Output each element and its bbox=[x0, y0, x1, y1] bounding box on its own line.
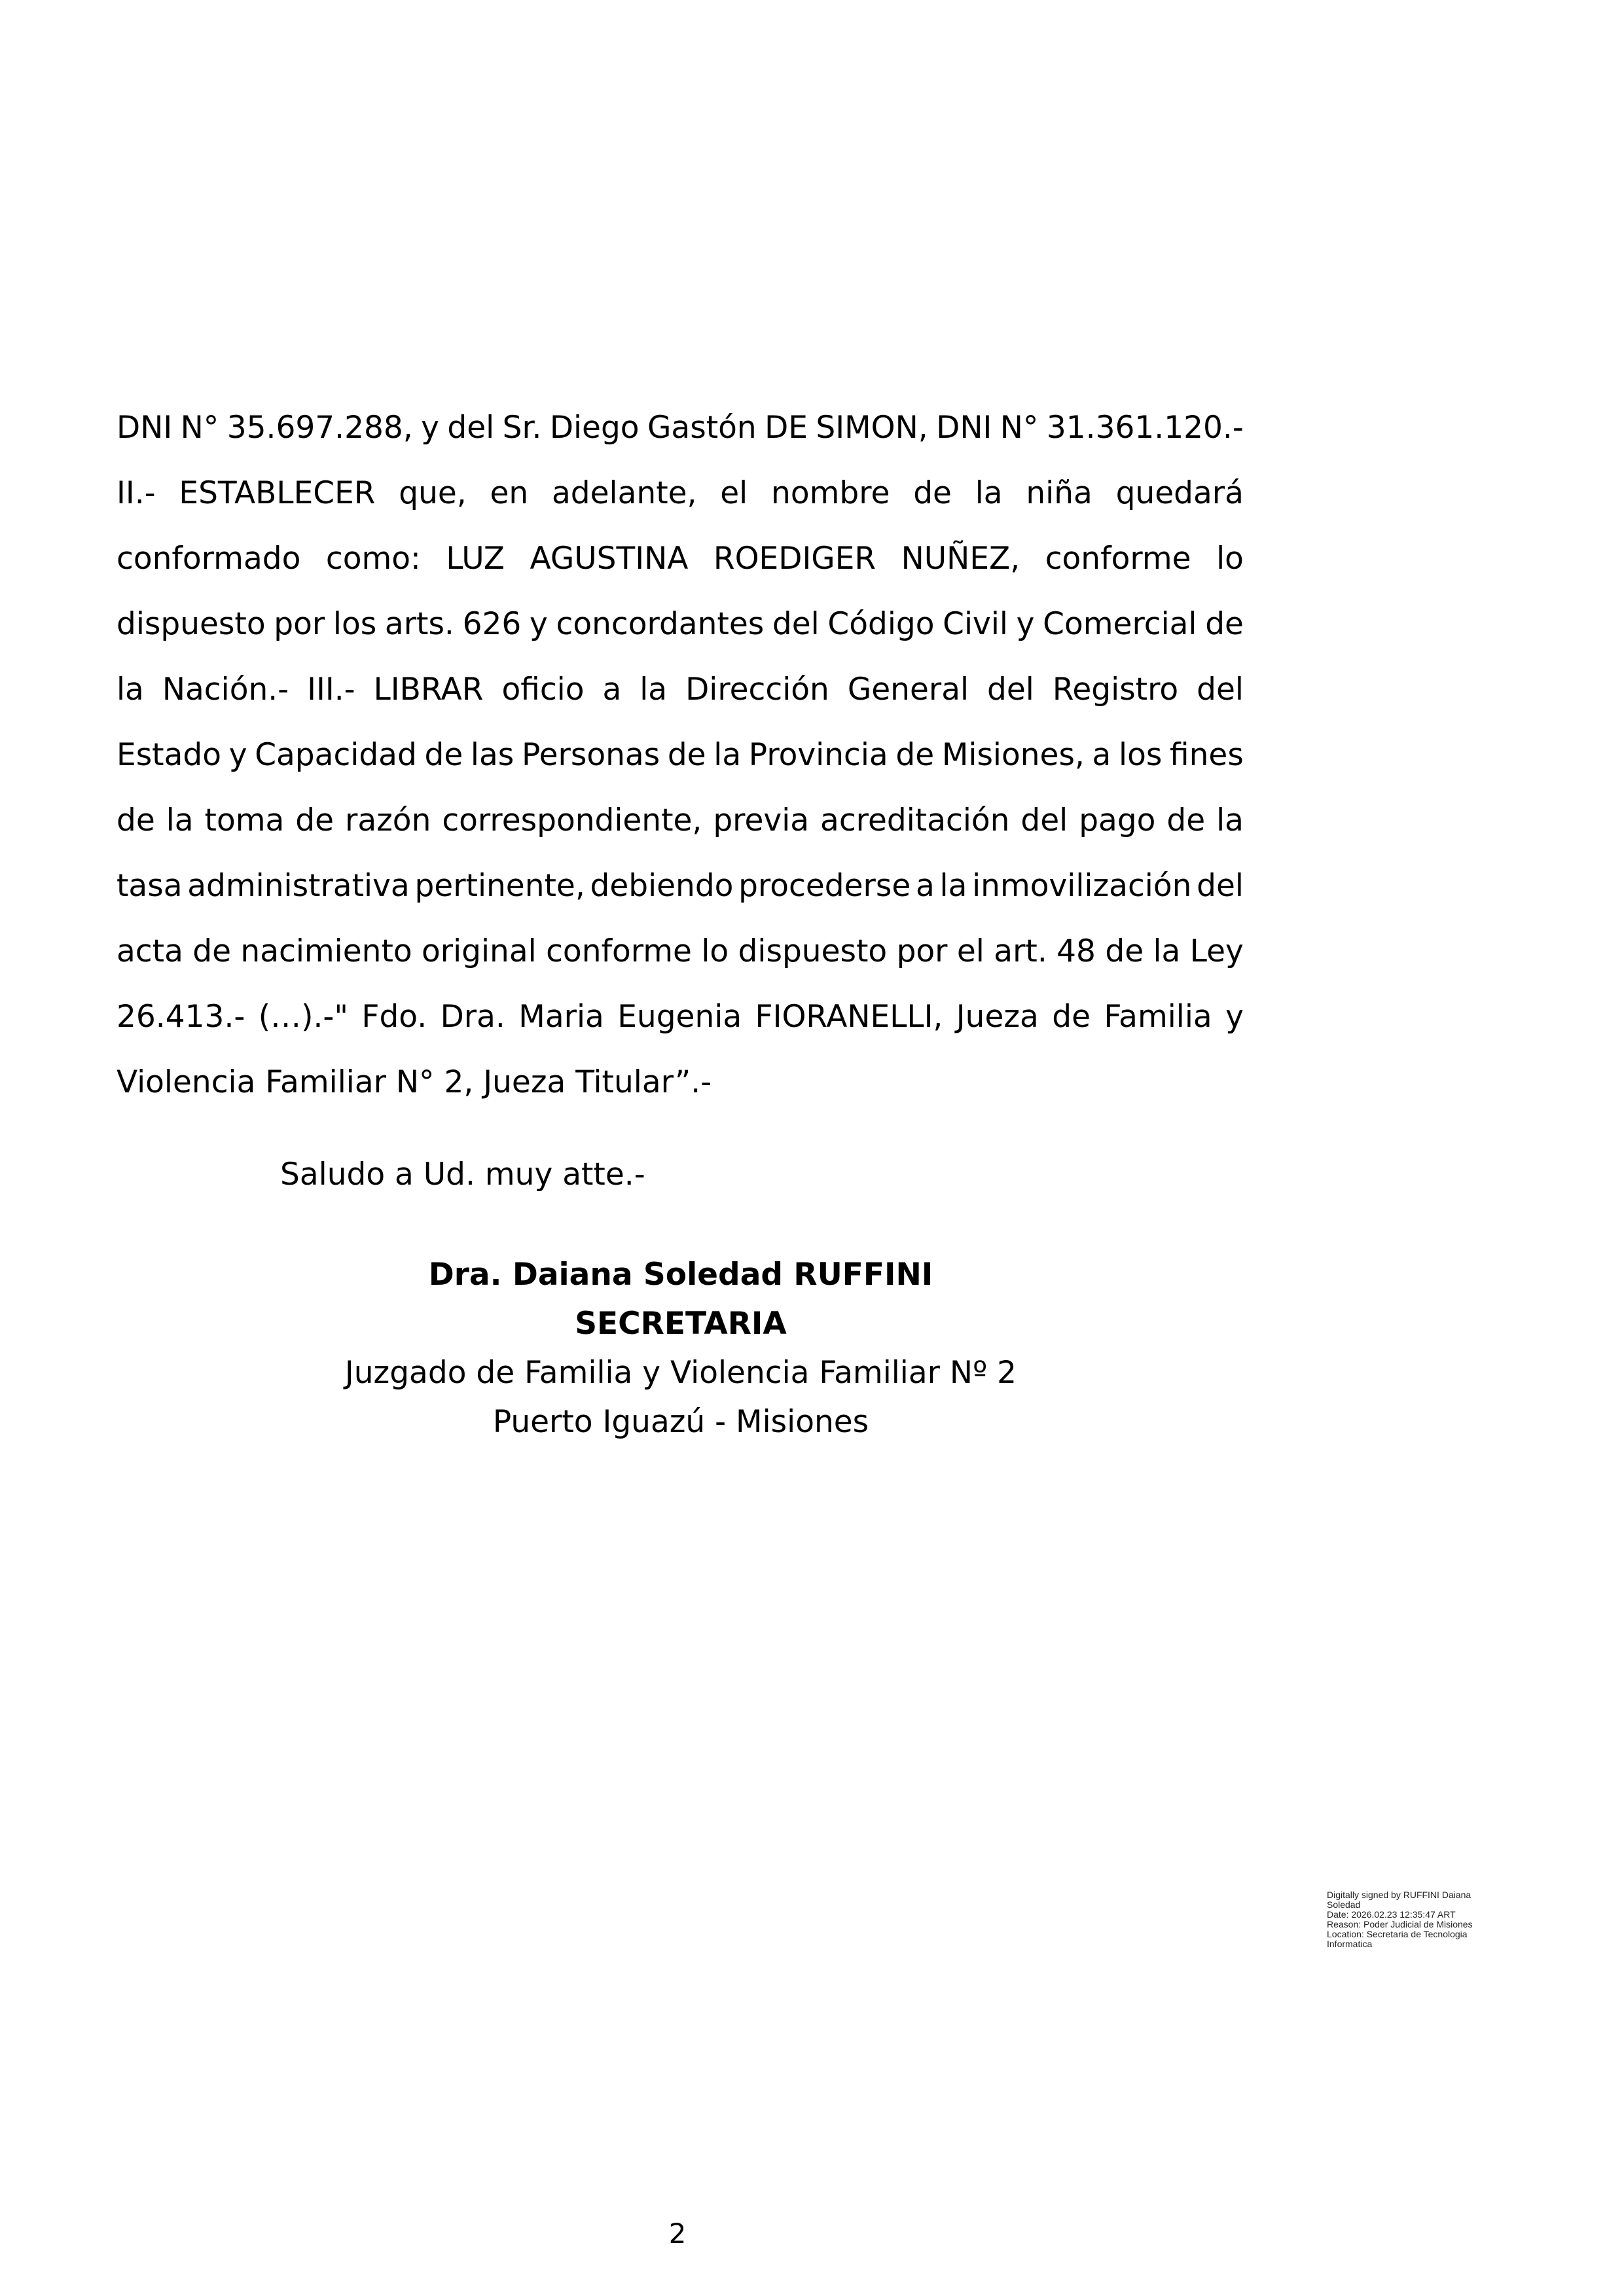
text-word: de bbox=[913, 475, 952, 511]
text-word: AGUSTINA bbox=[530, 541, 689, 577]
text-word: N° bbox=[180, 410, 219, 446]
text-word: pertinente, bbox=[414, 868, 585, 904]
text-word: original bbox=[422, 933, 537, 969]
text-word: Provincia bbox=[748, 737, 888, 773]
text-word: Jueza bbox=[956, 999, 1039, 1035]
text-word: III.- bbox=[307, 672, 355, 708]
closing-salutation: Saludo a Ud. muy atte.- bbox=[280, 1157, 645, 1193]
text-word: Estado bbox=[117, 737, 222, 773]
text-word: procederse bbox=[738, 868, 911, 904]
digital-signature-line: Digitally signed by RUFFINI Daiana bbox=[1327, 1890, 1471, 1900]
text-line bbox=[117, 657, 1244, 723]
text-word: del bbox=[1020, 802, 1068, 838]
text-line bbox=[117, 853, 1244, 919]
text-word: administrativa bbox=[187, 868, 410, 904]
digital-signature-stamp bbox=[1327, 1890, 1517, 1949]
text-word: quedará bbox=[1115, 475, 1244, 511]
text-word: razón bbox=[345, 802, 431, 838]
text-word: conformado bbox=[117, 541, 301, 577]
text-word: y bbox=[421, 410, 439, 446]
text-word: la bbox=[1216, 802, 1244, 838]
text-word: de bbox=[295, 802, 334, 838]
text-word: la bbox=[975, 475, 1003, 511]
text-word: de bbox=[1166, 802, 1206, 838]
text-word: General bbox=[847, 672, 969, 708]
digital-signature-line: Location: Secretaria de Tecnologia bbox=[1327, 1929, 1468, 1939]
text-word: el bbox=[956, 933, 984, 969]
text-word: 35.697.288, bbox=[226, 410, 413, 446]
text-word: Nación.- bbox=[162, 672, 289, 708]
text-word: del bbox=[1197, 672, 1244, 708]
text-word: los bbox=[1119, 737, 1163, 773]
text-word: ESTABLECER bbox=[179, 475, 376, 511]
digital-signature-line: Informatica bbox=[1327, 1939, 1373, 1949]
text-word: del bbox=[447, 410, 495, 446]
text-word: del bbox=[772, 606, 820, 642]
text-word: debiendo bbox=[590, 868, 734, 904]
text-word: de bbox=[424, 737, 463, 773]
text-line bbox=[117, 788, 1244, 853]
text-word: la bbox=[166, 802, 194, 838]
text-word: DE bbox=[765, 410, 808, 446]
text-word: la bbox=[1153, 933, 1181, 969]
text-word: como: bbox=[325, 541, 421, 577]
text-word: Dirección bbox=[685, 672, 829, 708]
text-word: tasa bbox=[117, 868, 183, 904]
text-word: adelante, bbox=[552, 475, 697, 511]
court-name: Juzgado de Familia y Violencia Familiar Nº 2 bbox=[344, 1355, 1017, 1391]
text-word: la bbox=[117, 672, 144, 708]
text-word: Registro bbox=[1052, 672, 1179, 708]
text-line bbox=[117, 984, 1244, 1050]
text-word: Gastón bbox=[647, 410, 757, 446]
text-word: previa bbox=[713, 802, 810, 838]
text-word: que, bbox=[399, 475, 467, 511]
text-word: FIORANELLI, bbox=[755, 999, 943, 1035]
text-word: Familia bbox=[1104, 999, 1212, 1035]
text-word: toma bbox=[204, 802, 285, 838]
text-word: fines bbox=[1170, 737, 1244, 773]
text-word: y bbox=[1225, 999, 1244, 1035]
text-word: niña bbox=[1026, 475, 1092, 511]
text-word: nacimiento bbox=[240, 933, 412, 969]
text-word: del bbox=[987, 672, 1034, 708]
text-word: oficio bbox=[501, 672, 585, 708]
text-word: a bbox=[1092, 737, 1111, 773]
text-word: los bbox=[333, 606, 377, 642]
text-word: a bbox=[602, 672, 622, 708]
digital-signature-line: Soledad bbox=[1327, 1899, 1361, 1910]
text-word: Misiones, bbox=[941, 737, 1085, 773]
text-word: nombre bbox=[771, 475, 890, 511]
text-word: Dra. bbox=[440, 999, 505, 1035]
text-word: de bbox=[895, 737, 935, 773]
text-line-content: Violencia Familiar N° 2, Jueza Titular”.- bbox=[117, 1064, 712, 1100]
text-word: y bbox=[1016, 606, 1035, 642]
text-word: Ley bbox=[1189, 933, 1244, 969]
text-word: por bbox=[274, 606, 325, 642]
body-paragraph bbox=[117, 395, 1244, 1115]
text-word: 31.361.120.- bbox=[1046, 410, 1244, 446]
signatory-name: Dra. Daiana Soledad RUFFINI bbox=[428, 1257, 933, 1293]
text-word: Fdo. bbox=[361, 999, 427, 1035]
signature-block bbox=[92, 1250, 1270, 1446]
text-word: DNI bbox=[117, 410, 173, 446]
text-line bbox=[117, 592, 1244, 657]
text-line bbox=[117, 526, 1244, 592]
text-word: la bbox=[939, 868, 967, 904]
text-word: arts. bbox=[384, 606, 454, 642]
digital-signature-line: Date: 2026.02.23 12:35:47 ART bbox=[1327, 1909, 1456, 1920]
text-word: y bbox=[529, 606, 548, 642]
text-word: NUÑEZ, bbox=[901, 541, 1020, 577]
text-word: Sr. bbox=[502, 410, 542, 446]
text-line bbox=[117, 723, 1244, 788]
text-word: LUZ bbox=[446, 541, 505, 577]
text-word: lo bbox=[701, 933, 729, 969]
text-word: Maria bbox=[518, 999, 604, 1035]
text-word: Comercial bbox=[1043, 606, 1197, 642]
text-word: 626 bbox=[462, 606, 522, 642]
text-word: las bbox=[470, 737, 514, 773]
text-line bbox=[117, 395, 1244, 461]
text-word: inmovilización bbox=[972, 868, 1192, 904]
digital-signature-line: Reason: Poder Judicial de Misiones bbox=[1327, 1919, 1473, 1929]
text-word: Código bbox=[827, 606, 935, 642]
text-word: II.- bbox=[117, 475, 156, 511]
text-word: en bbox=[490, 475, 529, 511]
text-word: de bbox=[1105, 933, 1144, 969]
signatory-title: SECRETARIA bbox=[575, 1306, 787, 1342]
text-word: la bbox=[640, 672, 668, 708]
text-word: de bbox=[667, 737, 706, 773]
text-word: Eugenia bbox=[617, 999, 742, 1035]
page-number: 2 bbox=[668, 2217, 687, 2250]
text-word: por bbox=[896, 933, 948, 969]
text-word: LIBRAR bbox=[373, 672, 484, 708]
text-word: DNI bbox=[936, 410, 992, 446]
text-word: el bbox=[720, 475, 748, 511]
text-line bbox=[117, 1050, 1244, 1115]
text-word: SIMON, bbox=[816, 410, 928, 446]
text-word: de bbox=[192, 933, 232, 969]
text-word: art. bbox=[994, 933, 1047, 969]
text-word: Civil bbox=[943, 606, 1008, 642]
text-word: pago bbox=[1079, 802, 1156, 838]
text-word: y bbox=[228, 737, 247, 773]
text-word: del bbox=[1197, 868, 1244, 904]
text-word: de bbox=[1052, 999, 1091, 1035]
text-word: conforme bbox=[546, 933, 692, 969]
text-word: 48 bbox=[1056, 933, 1096, 969]
text-word: Personas bbox=[521, 737, 660, 773]
text-word: (…).-" bbox=[258, 999, 348, 1035]
text-word: 26.413.- bbox=[117, 999, 245, 1035]
text-word: ROEDIGER bbox=[713, 541, 876, 577]
text-word: acta bbox=[117, 933, 183, 969]
court-location: Puerto Iguazú - Misiones bbox=[492, 1404, 869, 1440]
text-word: lo bbox=[1216, 541, 1244, 577]
text-word: a bbox=[916, 868, 935, 904]
text-word: Diego bbox=[549, 410, 640, 446]
text-line bbox=[117, 461, 1244, 526]
text-word: dispuesto bbox=[738, 933, 888, 969]
text-word: de bbox=[1205, 606, 1244, 642]
text-word: N° bbox=[1000, 410, 1039, 446]
text-word: acreditación bbox=[820, 802, 1010, 838]
text-word: correspondiente, bbox=[442, 802, 702, 838]
text-line bbox=[117, 919, 1244, 984]
text-word: concordantes bbox=[556, 606, 765, 642]
text-word: dispuesto bbox=[117, 606, 266, 642]
text-word: de bbox=[117, 802, 155, 838]
text-word: Capacidad bbox=[255, 737, 417, 773]
text-word: conforme bbox=[1045, 541, 1191, 577]
text-word: la bbox=[713, 737, 742, 773]
